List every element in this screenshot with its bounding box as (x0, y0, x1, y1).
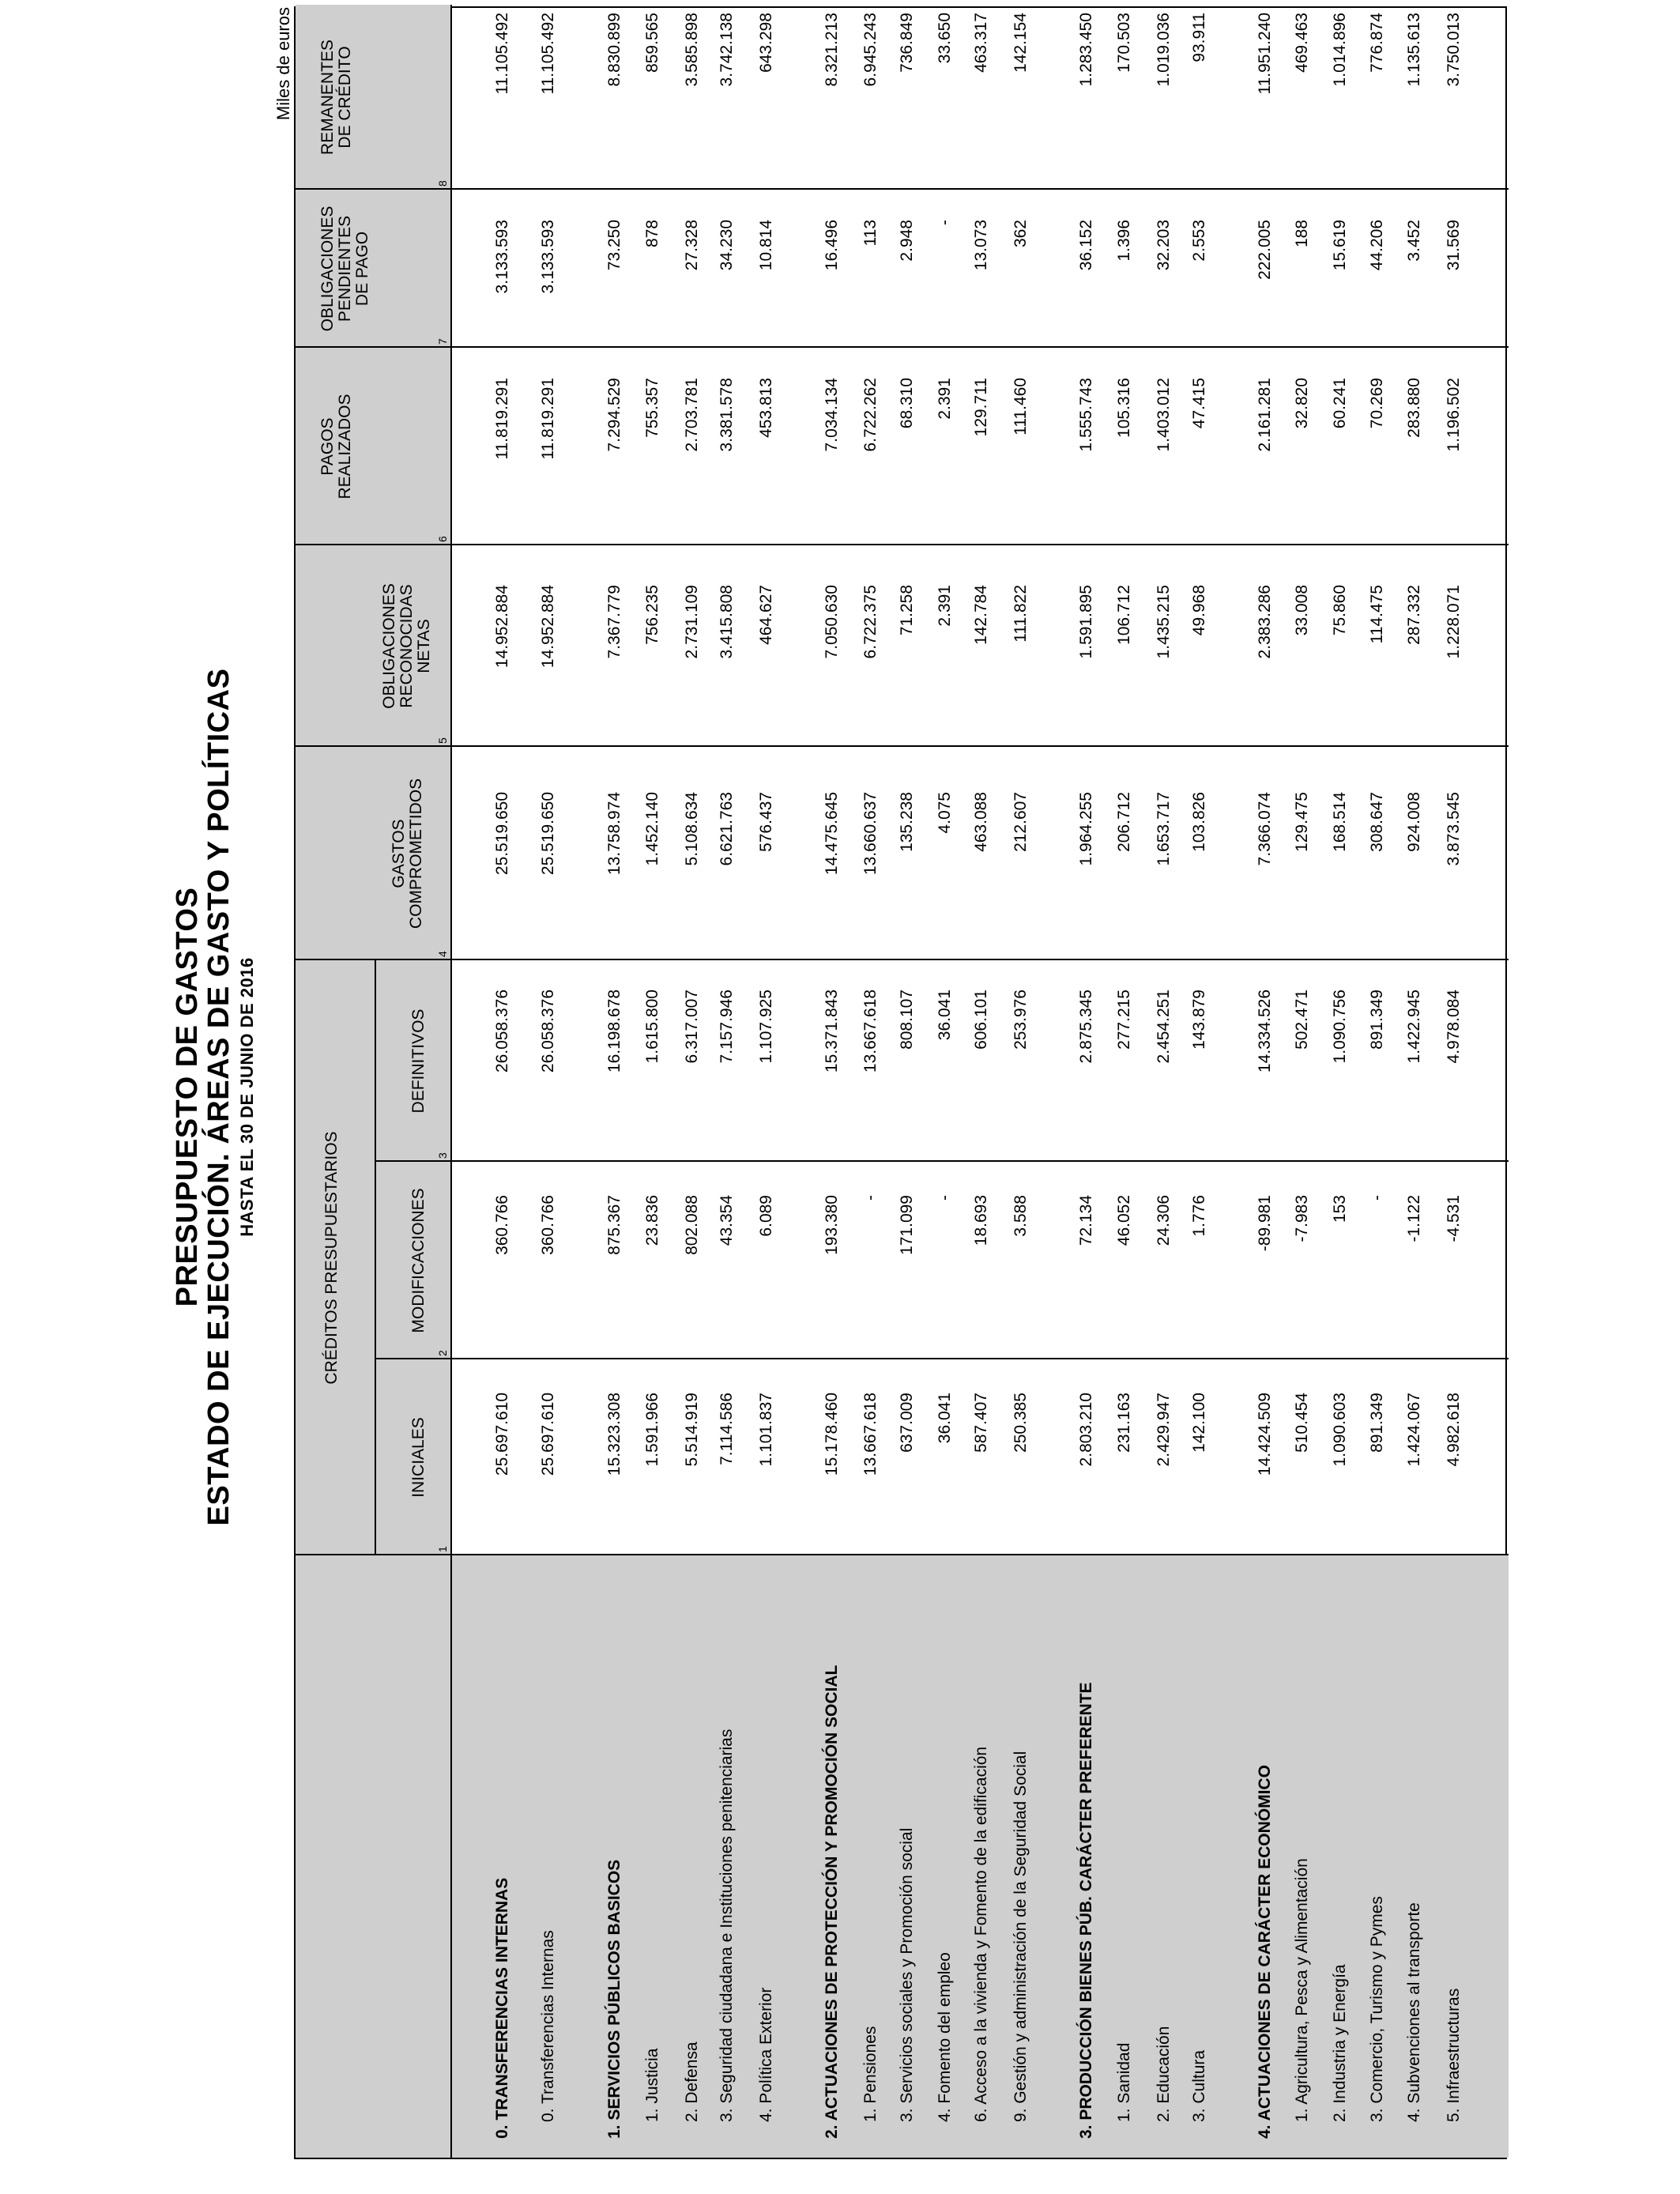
row-label: 1. SERVICIOS PÚBLICOS BASICOS (605, 1859, 623, 2139)
value-cell-col4: 5.108.634 (683, 792, 701, 866)
value-cell-col2: -4.531 (1445, 1195, 1463, 1242)
row-label: 4. Subvenciones al transporte (1405, 1902, 1423, 2122)
value-cell-col6: 6.722.262 (861, 378, 880, 452)
value-cell-col2: 18.693 (972, 1195, 990, 1246)
value-cell-col4: 168.514 (1331, 792, 1349, 852)
value-cell-col1: 13.667.618 (861, 1393, 880, 1476)
row-label: 1. Pensiones (861, 2026, 880, 2122)
header-obligaciones-pendientes: OBLIGACIONES PENDIENTES DE PAGO (318, 205, 371, 332)
value-cell-col6: 60.241 (1331, 378, 1349, 429)
value-cell-col8: 463.317 (972, 13, 990, 73)
table-row (537, 5, 559, 2158)
header-obligaciones-reconocidas: OBLIGACIONES RECONOCIDAS NETAS (380, 583, 433, 709)
table-row (1010, 5, 1032, 2158)
value-cell-col1: 14.424.509 (1256, 1393, 1274, 1476)
value-cell-col6: 111.460 (1011, 378, 1030, 435)
value-cell-col7: 3.133.593 (539, 220, 557, 294)
value-cell-col3: 13.667.618 (861, 990, 880, 1073)
column-number: 3 (436, 1152, 449, 1159)
value-cell-col8: 3.742.138 (718, 13, 736, 87)
column-number: 5 (436, 737, 449, 744)
value-cell-col1: 1.101.837 (757, 1393, 775, 1467)
value-cell-col5: 7.050.630 (823, 585, 841, 659)
value-cell-col7: 27.328 (683, 220, 701, 271)
row-label: 3. PRODUCCIÓN BIENES PÚB. CARÁCTER PREFERENTE (1077, 1682, 1095, 2139)
table-row (1291, 5, 1313, 2158)
value-cell-col3: 26.058.376 (493, 990, 511, 1073)
value-cell-col2: 875.367 (605, 1195, 623, 1255)
creditos-group-rule (375, 960, 376, 1555)
header-remanentes: REMANENTES DE CRÉDITO (318, 40, 354, 155)
value-cell-col8: 736.849 (898, 13, 916, 73)
row-label: 2. ACTUACIONES DE PROTECCIÓN Y PROMOCIÓN SOCIAL (823, 1664, 841, 2139)
table-group-row (492, 5, 514, 2158)
value-cell-col5: 111.822 (1011, 585, 1030, 643)
value-cell-col5: 33.008 (1293, 585, 1311, 636)
value-cell-col4: 129.475 (1293, 792, 1311, 852)
value-cell-col2: 193.380 (823, 1195, 841, 1255)
value-cell-col6: 1.555.743 (1077, 378, 1095, 452)
table-row (934, 5, 956, 2158)
value-cell-col2: 3.588 (1011, 1195, 1030, 1237)
value-cell-col1: 25.697.610 (493, 1393, 511, 1476)
value-cell-col4: 4.075 (936, 792, 954, 834)
value-cell-col7: 34.230 (718, 220, 736, 271)
value-cell-col1: 250.385 (1011, 1393, 1030, 1453)
value-cell-col8: 11.105.492 (493, 13, 511, 95)
value-cell-col6: 3.381.578 (718, 378, 736, 452)
value-cell-col8: 6.945.243 (861, 13, 880, 87)
units-label: Miles de euros (273, 7, 293, 121)
column-number: 8 (436, 180, 449, 187)
row-label: 1. Agricultura, Pesca y Alimentación (1293, 1858, 1311, 2122)
value-cell-col1: 510.454 (1293, 1393, 1311, 1453)
value-cell-col4: 25.519.650 (539, 792, 557, 876)
value-cell-col3: 1.090.756 (1331, 990, 1349, 1064)
value-cell-col1: 142.100 (1190, 1393, 1208, 1453)
table-row (716, 5, 738, 2158)
value-cell-col2: -1.122 (1405, 1195, 1423, 1242)
value-cell-col7: 16.496 (823, 220, 841, 271)
value-cell-col2: 802.088 (683, 1195, 701, 1255)
value-cell-col4: 6.621.763 (718, 792, 736, 866)
header-gastos-comprometidos: GASTOS COMPROMETIDOS (390, 778, 425, 929)
header-definitivos: DEFINITIVOS (409, 1008, 428, 1114)
value-cell-col2: 1.776 (1190, 1195, 1208, 1237)
row-label: 6. Acceso a la vivienda y Fomento de la edificación (972, 1746, 990, 2122)
value-cell-col8: 33.650 (936, 13, 954, 64)
value-cell-col3: 6.317.007 (683, 990, 701, 1064)
value-cell-col5: 71.258 (898, 585, 916, 636)
value-cell-col8: 859.565 (643, 13, 661, 73)
row-label: 3. Comercio, Turismo y Pymes (1368, 1896, 1386, 2122)
value-cell-col6: 129.711 (972, 378, 990, 437)
value-cell-col6: 105.316 (1115, 378, 1133, 438)
value-cell-col5: 3.415.808 (718, 585, 736, 659)
value-cell-col3: 891.349 (1368, 990, 1386, 1050)
value-cell-col3: 502.471 (1293, 990, 1311, 1050)
row-label: 9. Gestión y administración de la Seguridad Social (1011, 1751, 1030, 2122)
value-cell-col2: -89.981 (1256, 1195, 1274, 1252)
value-cell-col1: 1.424.067 (1405, 1393, 1423, 1467)
value-cell-col1: 4.982.618 (1445, 1393, 1463, 1467)
value-cell-col7: 113 (861, 220, 880, 247)
value-cell-col4: 206.712 (1115, 792, 1133, 852)
value-cell-col2: 360.766 (493, 1195, 511, 1255)
header-iniciales: INICIALES (409, 1417, 428, 1498)
value-cell-col7: 36.152 (1077, 220, 1095, 271)
table-row (1329, 5, 1351, 2158)
value-cell-col5: 1.591.895 (1077, 585, 1095, 659)
value-cell-col4: 103.826 (1190, 792, 1208, 852)
value-cell-col3: 26.058.376 (539, 990, 557, 1073)
value-cell-col6: 68.310 (898, 378, 916, 429)
value-cell-col5: 2.391 (936, 585, 954, 627)
value-cell-col5: 142.784 (972, 585, 990, 645)
value-cell-col2: 46.052 (1115, 1195, 1133, 1246)
table-row (860, 5, 882, 2158)
value-cell-col2: 153 (1331, 1195, 1349, 1223)
value-cell-col1: 25.697.610 (539, 1393, 557, 1476)
value-cell-col8: 8.830.899 (605, 13, 623, 87)
value-cell-col1: 1.591.966 (643, 1393, 661, 1467)
value-cell-col8: 8.321.213 (823, 13, 841, 87)
value-cell-col8: 469.463 (1293, 13, 1311, 73)
value-cell-col1: 587.407 (972, 1393, 990, 1453)
value-cell-col3: 36.041 (936, 990, 954, 1041)
table-row (1153, 5, 1175, 2158)
value-cell-col2: 6.089 (757, 1195, 775, 1237)
value-cell-col4: 308.647 (1368, 792, 1386, 852)
column-number: 7 (436, 338, 449, 345)
row-label: 3. Servicios sociales y Promoción social (898, 1827, 916, 2122)
value-cell-col3: 2.875.345 (1077, 990, 1095, 1064)
row-label: 1. Sanidad (1115, 2042, 1133, 2122)
value-cell-col5: 14.952.884 (493, 585, 511, 669)
value-cell-col6: 453.813 (757, 378, 775, 438)
value-cell-col2: - (936, 1195, 954, 1201)
value-cell-col6: 11.819.291 (493, 378, 511, 460)
value-cell-col1: 891.349 (1368, 1393, 1386, 1453)
value-cell-col3: 143.879 (1190, 990, 1208, 1050)
value-cell-col4: 14.475.645 (823, 792, 841, 876)
value-cell-col8: 170.503 (1115, 13, 1133, 73)
value-cell-col5: 287.332 (1405, 585, 1423, 645)
value-cell-col8: 643.298 (757, 13, 775, 73)
value-cell-col4: 7.366.074 (1256, 792, 1274, 866)
value-cell-col6: 2.161.281 (1256, 378, 1274, 452)
table-group-row (604, 5, 626, 2158)
row-label: 3. Seguridad ciudadana e Instituciones penitenciarias (718, 1728, 736, 2122)
value-cell-col4: 1.653.717 (1155, 792, 1173, 866)
value-cell-col3: 1.107.925 (757, 990, 775, 1064)
value-cell-col4: 576.437 (757, 792, 775, 852)
value-cell-col1: 15.323.308 (605, 1393, 623, 1476)
row-label: 2. Defensa (683, 2041, 701, 2122)
value-cell-col7: 3.133.593 (493, 220, 511, 294)
value-cell-col5: 14.952.884 (539, 585, 557, 669)
value-cell-col7: 31.569 (1445, 220, 1463, 271)
row-label: 1. Justicia (643, 2048, 661, 2122)
value-cell-col3: 15.371.843 (823, 990, 841, 1073)
value-cell-col5: 75.860 (1331, 585, 1349, 636)
value-cell-col5: 7.367.779 (605, 585, 623, 659)
value-cell-col5: 2.383.286 (1256, 585, 1274, 659)
table-group-row (1254, 5, 1276, 2158)
column-number: 1 (436, 1546, 449, 1552)
value-cell-col1: 2.803.210 (1077, 1393, 1095, 1467)
value-cell-col1: 2.429.947 (1155, 1393, 1173, 1467)
value-cell-col6: 7.034.134 (823, 378, 841, 452)
value-cell-col7: 222.005 (1256, 220, 1274, 280)
table-row (970, 5, 993, 2158)
value-cell-col8: 3.585.898 (683, 13, 701, 87)
value-cell-col8: 11.951.240 (1256, 13, 1274, 95)
report-title-line2: ESTADO DE EJECUCIÓN. ÁREAS DE GASTO Y POLÍTICAS (202, 668, 235, 1526)
value-cell-col5: 1.228.071 (1445, 585, 1463, 659)
value-cell-col2: - (861, 1195, 880, 1201)
table-row (1188, 5, 1211, 2158)
value-cell-col8: 1.135.613 (1405, 13, 1423, 87)
table-row (1366, 5, 1388, 2158)
column-number: 2 (436, 1350, 449, 1356)
value-cell-col7: 13.073 (972, 220, 990, 271)
table-group-row (821, 5, 843, 2158)
value-cell-col6: 7.294.529 (605, 378, 623, 452)
value-cell-col7: 44.206 (1368, 220, 1386, 271)
row-label: 2. Industria y Energía (1331, 1964, 1349, 2122)
value-cell-col3: 253.976 (1011, 990, 1030, 1050)
header-creditos-presupuestarios: CRÉDITOS PRESUPUESTARIOS (322, 1131, 341, 1385)
row-label: 4. ACTUACIONES DE CARÁCTER ECONÓMICO (1256, 1765, 1274, 2139)
value-cell-col6: 1.403.012 (1155, 378, 1173, 452)
value-cell-col4: 25.519.650 (493, 792, 511, 876)
value-cell-col2: 360.766 (539, 1195, 557, 1255)
header-pagos-realizados: PAGOS REALIZADOS (318, 394, 354, 499)
value-cell-col4: 3.873.545 (1445, 792, 1463, 866)
value-cell-col5: 114.475 (1368, 585, 1386, 644)
value-cell-col3: 14.334.526 (1256, 990, 1274, 1073)
value-cell-col3: 7.157.946 (718, 990, 736, 1064)
value-cell-col4: 463.088 (972, 792, 990, 852)
value-cell-col2: - (1368, 1195, 1386, 1201)
value-cell-col2: 72.134 (1077, 1195, 1095, 1246)
row-label: 4. Fomento del empleo (936, 1952, 954, 2122)
value-cell-col4: 1.452.140 (643, 792, 661, 866)
value-cell-col5: 106.712 (1115, 585, 1133, 645)
value-cell-col7: 10.814 (757, 220, 775, 271)
table-row (681, 5, 703, 2158)
value-cell-col8: 93.911 (1190, 13, 1208, 62)
row-label: 0. Transferencias Internas (539, 1930, 557, 2122)
value-cell-col2: 23.836 (643, 1195, 661, 1246)
row-label: 2. Educación (1155, 2026, 1173, 2122)
value-cell-col4: 13.660.637 (861, 792, 880, 876)
value-cell-col6: 47.415 (1190, 378, 1208, 429)
value-cell-col6: 1.196.502 (1445, 378, 1463, 452)
value-cell-col2: 43.354 (718, 1195, 736, 1246)
table-row (1443, 5, 1465, 2158)
value-cell-col8: 11.105.492 (539, 13, 557, 95)
value-cell-col7: 2.553 (1190, 220, 1208, 262)
value-cell-col6: 2.703.781 (683, 378, 701, 452)
column-number: 6 (436, 536, 449, 542)
budget-table (294, 6, 1507, 2159)
value-cell-col8: 1.019.036 (1155, 13, 1173, 87)
value-cell-col5: 464.627 (757, 585, 775, 645)
value-cell-col5: 756.235 (643, 585, 661, 645)
table-row (642, 5, 664, 2158)
value-cell-col3: 1.615.800 (643, 990, 661, 1064)
value-cell-col3: 606.101 (972, 990, 990, 1050)
value-cell-col7: 32.203 (1155, 220, 1173, 271)
value-cell-col3: 16.198.678 (605, 990, 623, 1073)
report-title: PRESUPUESTO DE GASTOS (171, 887, 204, 1307)
value-cell-col7: 2.948 (898, 220, 916, 262)
value-cell-col7: 73.250 (605, 220, 623, 271)
value-cell-col1: 637.009 (898, 1393, 916, 1453)
value-cell-col3: 808.107 (898, 990, 916, 1050)
value-cell-col6: 2.391 (936, 378, 954, 420)
table-row (896, 5, 918, 2158)
value-cell-col8: 3.750.013 (1445, 13, 1463, 87)
value-cell-col4: 212.607 (1011, 792, 1030, 852)
value-cell-col4: 1.964.255 (1077, 792, 1095, 866)
value-cell-col6: 70.269 (1368, 378, 1386, 429)
value-cell-col3: 277.215 (1115, 990, 1133, 1050)
value-cell-col7: 878 (643, 220, 661, 248)
value-cell-col4: 135.238 (898, 792, 916, 852)
header-modificaciones: MODIFICACIONES (409, 1188, 428, 1333)
value-cell-col3: 2.454.251 (1155, 990, 1173, 1064)
row-label: 3. Cultura (1190, 2049, 1208, 2122)
value-cell-col7: 3.452 (1405, 220, 1423, 262)
value-cell-col6: 11.819.291 (539, 378, 557, 460)
value-cell-col2: -7.983 (1293, 1195, 1311, 1242)
value-cell-col6: 32.820 (1293, 378, 1311, 429)
value-cell-col4: 924.008 (1405, 792, 1423, 852)
header-bottom-rule (450, 5, 452, 2158)
value-cell-col8: 142.154 (1011, 13, 1030, 73)
row-label: 5. Infraestructuras (1445, 1988, 1463, 2122)
value-cell-col7: - (936, 220, 954, 225)
value-cell-col3: 1.422.945 (1405, 990, 1423, 1064)
value-cell-col5: 2.731.109 (683, 585, 701, 659)
value-cell-col8: 776.874 (1368, 13, 1386, 73)
table-row (755, 5, 778, 2158)
value-cell-col4: 13.758.974 (605, 792, 623, 876)
value-cell-col1: 1.090.603 (1331, 1393, 1349, 1467)
value-cell-col7: 1.396 (1115, 220, 1133, 262)
row-label: 4. Política Exterior (757, 1987, 775, 2122)
value-cell-col1: 5.514.919 (683, 1393, 701, 1467)
table-group-row (1075, 5, 1098, 2158)
column-number: 4 (436, 951, 449, 957)
value-cell-col6: 755.357 (643, 378, 661, 438)
value-cell-col5: 1.435.215 (1155, 585, 1173, 659)
value-cell-col1: 15.178.460 (823, 1393, 841, 1476)
value-cell-col2: 171.099 (898, 1195, 916, 1255)
table-row (1403, 5, 1426, 2158)
row-label: 0. TRANSFERENCIAS INTERNAS (493, 1877, 511, 2139)
value-cell-col7: 188 (1293, 220, 1311, 248)
value-cell-col5: 6.722.375 (861, 585, 880, 659)
value-cell-col7: 362 (1011, 220, 1030, 248)
value-cell-col5: 49.968 (1190, 585, 1208, 636)
value-cell-col1: 7.114.586 (718, 1393, 736, 1465)
report-subtitle: HASTA EL 30 DE JUNIO DE 2016 (237, 957, 257, 1237)
value-cell-col1: 231.163 (1115, 1393, 1133, 1453)
value-cell-col1: 36.041 (936, 1393, 954, 1444)
value-cell-col8: 1.014.896 (1331, 13, 1349, 87)
table-row (1113, 5, 1136, 2158)
value-cell-col8: 1.283.450 (1077, 13, 1095, 87)
value-cell-col7: 15.619 (1331, 220, 1349, 271)
value-cell-col3: 4.978.084 (1445, 990, 1463, 1064)
value-cell-col2: 24.306 (1155, 1195, 1173, 1246)
value-cell-col6: 283.880 (1405, 378, 1423, 438)
